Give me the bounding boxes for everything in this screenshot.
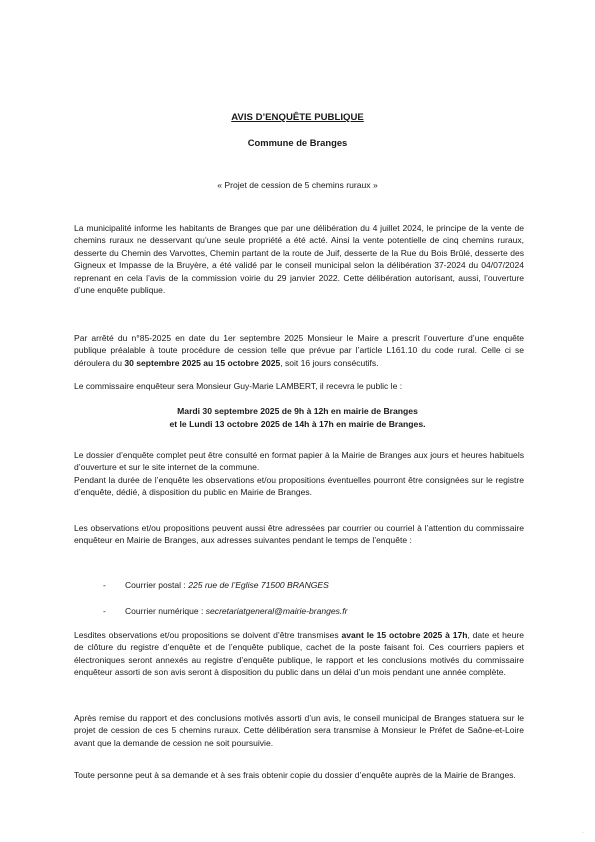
bullet-dash: - — [103, 580, 106, 590]
paragraph-delai — [74, 629, 524, 679]
paragraph-dossier — [74, 449, 524, 499]
scan-mark: · — [582, 830, 584, 836]
registre-text: Pendant la durée de l’enquête les observations et/ou propositions éventuelles pourront être consignées sur le registre d’enquête, dédié, à disposition du public en Mairie de Branges. — [74, 474, 524, 498]
permanence-date-2: et le Lundi 13 octobre 2025 de 14h à 17h en mairie de Branges. — [169, 418, 426, 429]
delai-text-end: , date et heure de clôture du registre d’enquête et de l’enquête publique, cachet de la poste faisant foi. Ces courriers papiers et électroniques seront annexés au registre d’enquête publique, le rapport et les conclusions motivés du commissaire enquêteur assorti de son avis seront à disposition du public dans un délai d’un mois pendant une année complète. — [74, 630, 524, 678]
notice-title: AVIS D’ENQUÊTE PUBLIQUE — [231, 112, 364, 123]
permanence-dates — [0, 405, 595, 431]
permanence-date-1: Mardi 30 septembre 2025 de 9h à 12h en mairie de Branges — [177, 406, 418, 416]
project-title: « Projet de cession de 5 chemins ruraux » — [217, 180, 378, 190]
paragraph-deliberation: La municipalité informe les habitants de Branges que par une délibération du 4 juillet 2024, le principe de la vente de chemins ruraux ne desservant qu’une seule propriété a été acté. Ainsi la vente potentielle de cinq chemins ruraux, desserte du Chemin des Varvottes, Chemin partant de la route de Juif, desserte de la Rue du Bois Brûlé, desserte des Gigneux et Impasse de la Bruyère, a été validé par le conseil municipal selon la délibération 37-2024 du 04/07/2024 reprenant en cela l’avis de la commission voirie du 29 janvier 2022. Cette délibération autorisant, aussi, l’ouverture d’une enquête publique. — [74, 223, 524, 296]
arrete-text-end: , soit 16 jours consécutifs. — [280, 357, 379, 368]
paragraph-arrete — [74, 332, 524, 369]
enquete-period: 30 septembre 2025 au 15 octobre 2025 — [124, 357, 281, 368]
postal-address: 225 rue de l’Eglise 71500 BRANGES — [188, 580, 329, 590]
delai-text-start: Lesdites observations et/ou propositions se doivent d’être transmises — [74, 630, 342, 640]
deadline: avant le 15 octobre 2025 à 17h — [341, 630, 468, 640]
contact-email — [103, 605, 523, 617]
postal-label: Courrier postal : — [125, 580, 189, 590]
bullet-dash: - — [103, 606, 106, 616]
dossier-text: Le dossier d’enquête complet peut être consulté en format papier à la Mairie de Branges aux jours et heures habituels d’ouverture et sur le site internet de la commune. — [74, 450, 524, 473]
email-address[interactable]: secretariatgeneral@mairie-branges.fr — [205, 606, 348, 616]
paragraph-commissaire: Le commissaire enquêteur sera Monsieur Guy-Marie LAMBERT, il recevra le public le : — [74, 381, 403, 391]
paragraph-copie: Toute personne peut à sa demande et à ses frais obtenir copie du dossier d’enquête auprès de la Mairie de Branges. — [74, 770, 516, 780]
email-label: Courrier numérique : — [125, 606, 206, 616]
arrete-text-start: Par arrêté du n°85-2025 en date du 1er septembre 2025 Monsieur le Maire a prescrit l’ouverture d’une enquête publique préalable à toute procédure de cession telle que prévue par l’article L161.10 du code rural. Celle ci se déroulera du — [74, 333, 524, 368]
commune-name: Commune de Branges — [247, 137, 348, 148]
paragraph-adresses: Les observations et/ou propositions peuvent aussi être adressées par courrier ou courriel à l’attention du commissaire enquêteur en Mairie de Branges, aux adresses suivantes pendant le temps de l’enquête : — [74, 523, 524, 546]
contact-postal — [103, 579, 523, 591]
paragraph-conseil: Après remise du rapport et des conclusions motivés assorti d’un avis, le conseil municipal de Branges statuera sur le projet de cession de ces 5 chemins ruraux. Cette délibération sera transmise à Monsieur le Préfet de Saône-et-Loire avant que la demande de cession ne soit poursuivie. — [74, 713, 524, 748]
